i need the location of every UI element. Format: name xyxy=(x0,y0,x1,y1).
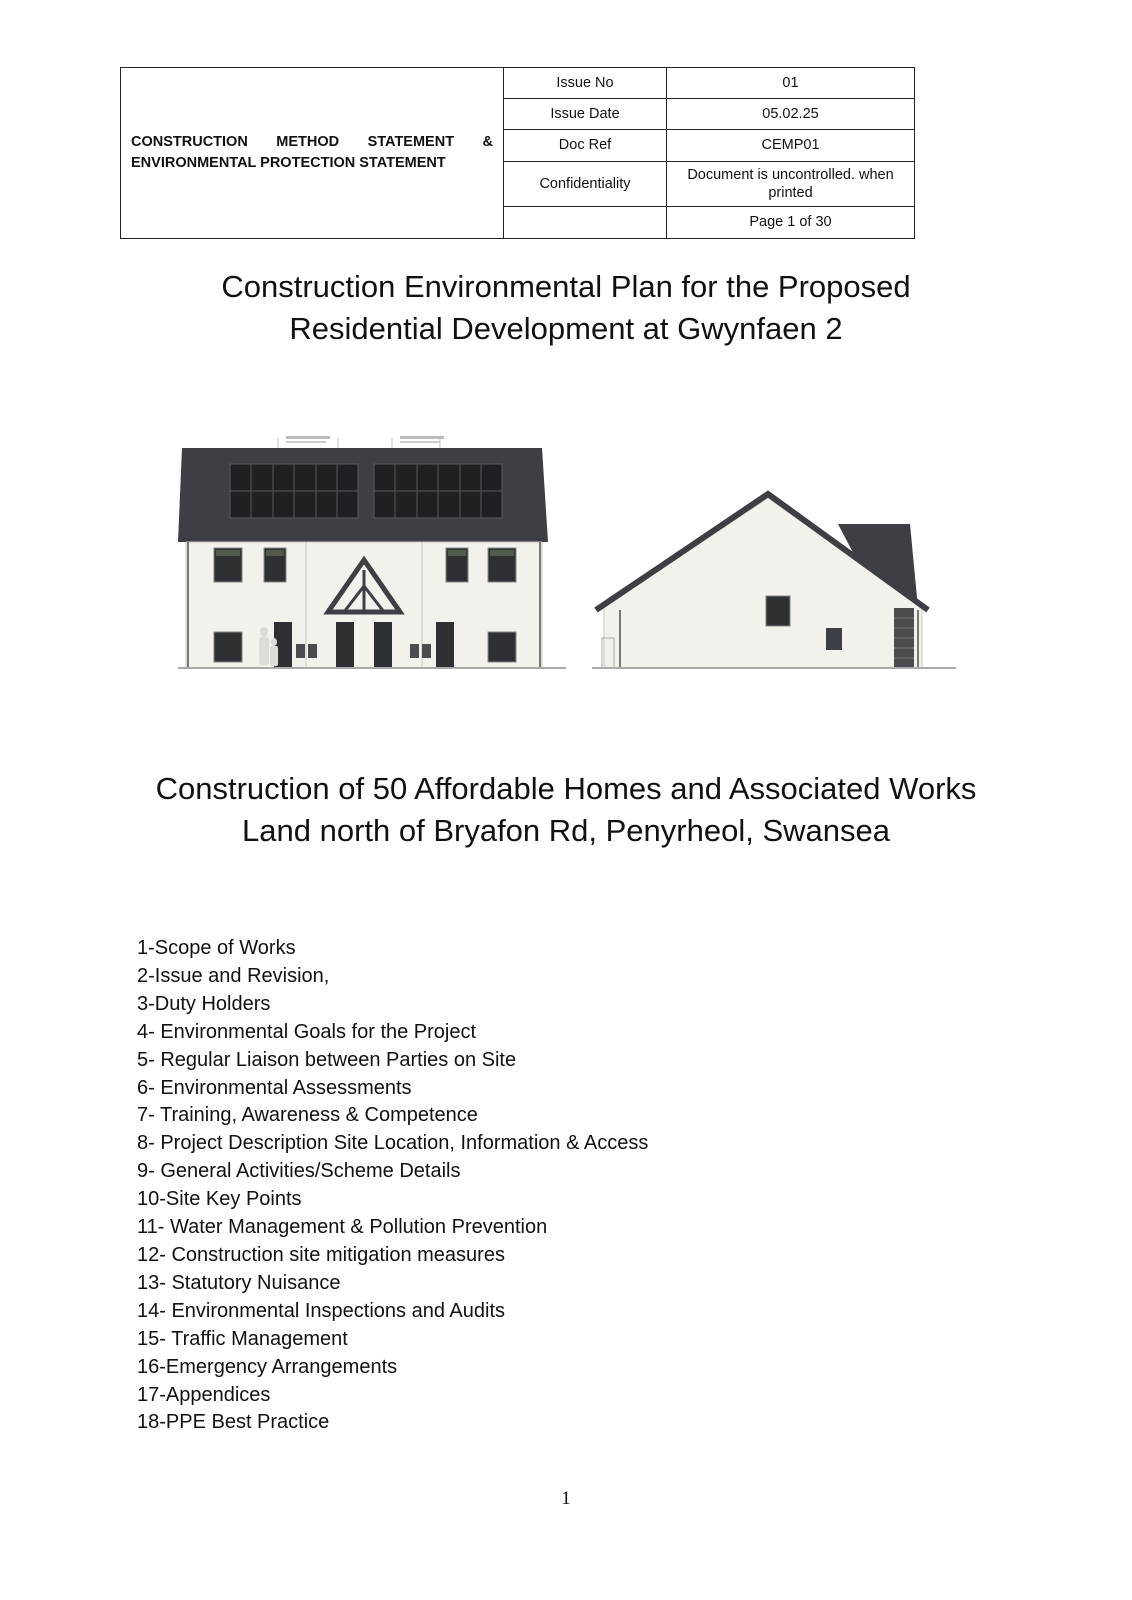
contents-list xyxy=(137,935,648,1437)
page-number: 1 xyxy=(561,1488,571,1509)
empty-label-cell xyxy=(504,206,667,238)
side-elevation-drawing xyxy=(592,488,956,686)
contents-item: 2-Issue and Revision, xyxy=(137,964,330,987)
contents-item: 15- Traffic Management xyxy=(137,1327,348,1350)
contents-item: 1-Scope of Works xyxy=(137,937,296,959)
document-header-table xyxy=(120,67,915,239)
contents-item: 7- Training, Awareness & Competence xyxy=(137,1104,478,1127)
contents-item: 6- Environmental Assessments xyxy=(137,1076,412,1099)
doc-ref-label: Doc Ref xyxy=(504,130,667,161)
plan-title xyxy=(0,266,1132,350)
contents-item: 3-Duty Holders xyxy=(137,992,271,1015)
contents-item: 12- Construction site mitigation measures xyxy=(137,1243,505,1266)
document-type-line-2: ENVIRONMENTAL PROTECTION STATEMENT xyxy=(131,155,446,171)
contents-item: 5- Regular Liaison between Parties on Site xyxy=(137,1048,517,1071)
contents-item: 9- General Activities/Scheme Details xyxy=(137,1160,461,1183)
project-subtitle-line-1: Construction of 50 Affordable Homes and Associated Works xyxy=(155,771,977,806)
contents-item: 17-Appendices xyxy=(137,1383,271,1406)
document-type-title xyxy=(121,68,504,239)
contents-item: 10-Site Key Points xyxy=(137,1188,302,1211)
document-type-line-1: CONSTRUCTION METHOD STATEMENT & xyxy=(131,133,493,150)
plan-title-line-1: Construction Environmental Plan for the Proposed xyxy=(221,269,911,304)
confidentiality-value: Document is uncontrolled. when printed xyxy=(667,161,915,206)
project-subtitle-line-2: Land north of Bryafon Rd, Penyrheol, Swansea xyxy=(242,813,890,848)
issue-no-label: Issue No xyxy=(504,68,667,99)
plan-title-line-2: Residential Development at Gwynfaen 2 xyxy=(289,311,843,346)
issue-date-value: 05.02.25 xyxy=(667,99,915,130)
issue-no-value: 01 xyxy=(667,68,915,99)
contents-item: 8- Project Description Site Location, Information & Access xyxy=(137,1132,649,1155)
contents-item: 14- Environmental Inspections and Audits xyxy=(137,1299,505,1322)
doc-ref-value: CEMP01 xyxy=(667,130,915,161)
confidentiality-label: Confidentiality xyxy=(504,161,667,206)
contents-item: 16-Emergency Arrangements xyxy=(137,1355,398,1378)
issue-date-label: Issue Date xyxy=(504,99,667,130)
contents-item: 18-PPE Best Practice xyxy=(137,1411,330,1434)
page-count-value: Page 1 of 30 xyxy=(667,206,915,238)
contents-item: 11- Water Management & Pollution Prevention xyxy=(137,1216,548,1239)
front-elevation-drawing xyxy=(178,436,566,686)
project-subtitle xyxy=(0,768,1132,852)
contents-item: 13- Statutory Nuisance xyxy=(137,1271,341,1294)
contents-item: 4- Environmental Goals for the Project xyxy=(137,1020,477,1043)
